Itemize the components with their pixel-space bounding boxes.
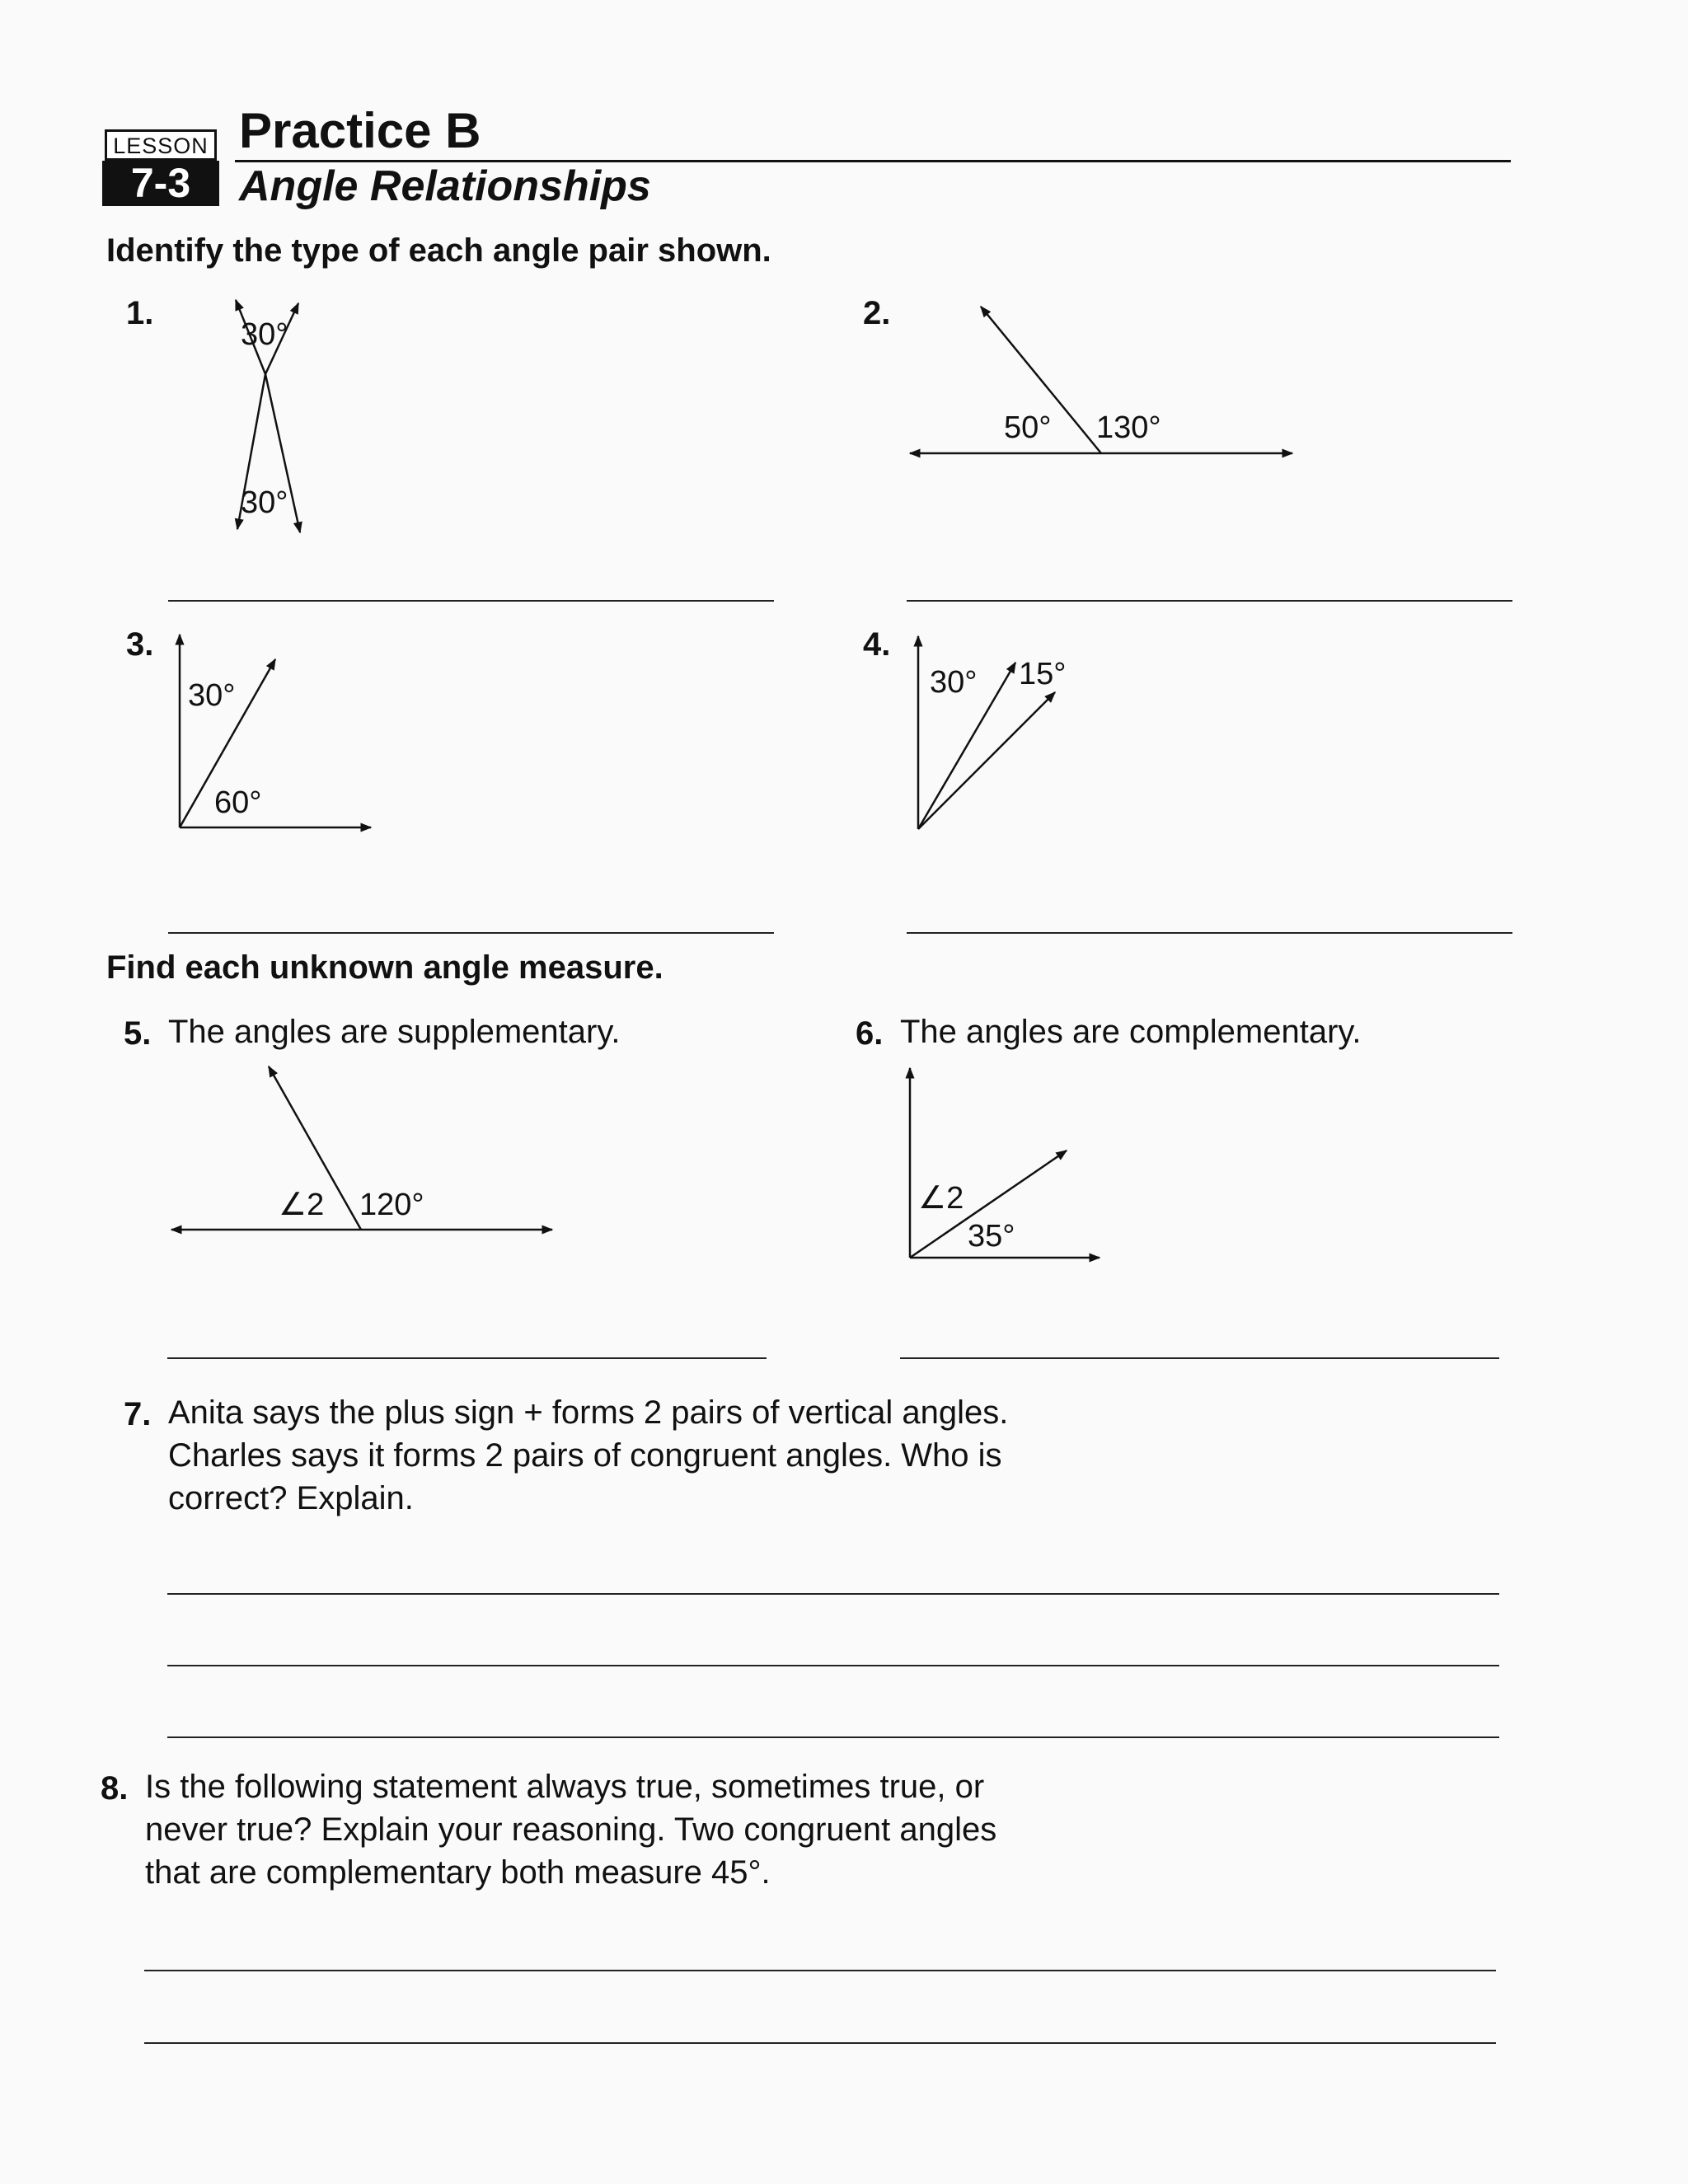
question-8-line-3: that are complementary both measure 45°. <box>145 1854 771 1891</box>
problem-5-number: 5. <box>124 1015 152 1052</box>
p1-label-bottom: 30° <box>241 485 288 520</box>
lesson-number: 7-3 <box>102 161 219 206</box>
lesson-label: LESSON <box>105 129 217 161</box>
p5-label-measure: 120° <box>359 1188 424 1222</box>
problem-4-number: 4. <box>863 626 891 663</box>
p2-label-right: 130° <box>1096 410 1161 445</box>
page-subtitle: Angle Relationships <box>239 162 651 210</box>
problem-2-number: 2. <box>863 295 891 331</box>
question-7-line-2: Charles says it forms 2 pairs of congruent angles. Who is <box>168 1437 1002 1474</box>
problem-6-number: 6. <box>856 1015 884 1052</box>
question-7-line-1: Anita says the plus sign + forms 2 pairs of vertical angles. <box>168 1394 1009 1431</box>
question-8-line-1: Is the following statement always true, sometimes true, or <box>145 1769 985 1805</box>
p3-label-top: 30° <box>188 678 236 713</box>
problem-3-number: 3. <box>126 626 154 663</box>
page-title: Practice B <box>239 103 481 158</box>
p2-label-left: 50° <box>1004 410 1052 445</box>
question-7-number: 7. <box>124 1396 152 1432</box>
question-8-line-2: never true? Explain your reasoning. Two congruent angles <box>145 1811 997 1848</box>
problem-5-text: The angles are supplementary. <box>168 1014 621 1050</box>
problem-1-number: 1. <box>126 295 154 331</box>
p4-label-left: 30° <box>930 665 978 700</box>
p3-label-bottom: 60° <box>214 785 262 820</box>
question-8-number: 8. <box>101 1770 129 1807</box>
question-7-line-3: correct? Explain. <box>168 1480 414 1516</box>
p1-label-top: 30° <box>241 317 288 352</box>
p6-label-measure: 35° <box>968 1219 1015 1254</box>
p4-label-right: 15° <box>1019 657 1067 691</box>
problem-6-text: The angles are complementary. <box>900 1014 1362 1050</box>
p6-label-angle: ∠2 <box>918 1181 964 1216</box>
section1-instruction: Identify the type of each angle pair shown. <box>106 232 771 269</box>
p5-label-angle: ∠2 <box>279 1188 325 1222</box>
section2-instruction: Find each unknown angle measure. <box>106 949 663 986</box>
